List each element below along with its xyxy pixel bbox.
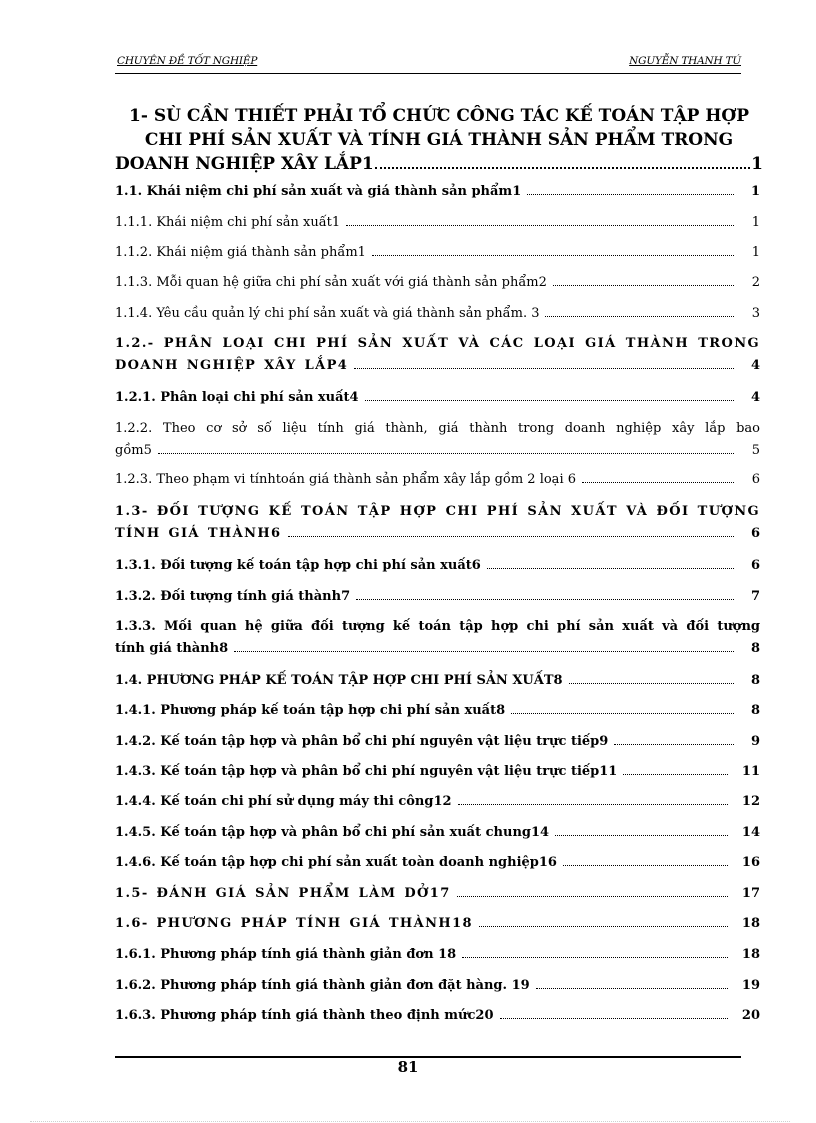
toc-entry[interactable] <box>115 272 760 294</box>
toc-title-line-1: 1- SÙ CẦN THIẾT PHẢI TỔ CHỨC CÔNG TÁC KẾ TOÁN TẬP HỢP <box>129 106 749 126</box>
toc-entry-label: 1.2.3. Theo phạm vi tínhtoán giá thành sản phẩm xây lắp gồm 2 loại 6 <box>115 472 576 487</box>
toc-leader <box>458 804 728 805</box>
toc-leader <box>545 316 734 317</box>
toc-entry-label: 1.6- PHƯƠNG PHÁP TÍNH GIÁ THÀNH18 <box>115 916 473 931</box>
toc-entry-page: 7 <box>750 589 760 604</box>
toc-entry-page: 18 <box>741 916 760 931</box>
toc-leader <box>614 744 734 745</box>
toc-entry-page: 16 <box>741 855 760 870</box>
toc-entry-page: 9 <box>750 734 760 749</box>
page-number: 81 <box>397 1058 419 1076</box>
toc-entry-page: 2 <box>751 275 760 290</box>
toc-entry-label-line-1: 1.3.3. Mối quan hệ giữa đối tượng kế toán tập hợp chi phí sản xuất và đối tượng <box>115 619 760 634</box>
toc-entry-page: 1 <box>751 215 760 230</box>
toc-entry-page: 19 <box>741 978 760 993</box>
toc-leader <box>346 225 734 226</box>
toc-entry-page: 1 <box>751 245 760 260</box>
toc-entry[interactable] <box>115 418 760 462</box>
toc-title-page: 1 <box>751 154 763 174</box>
toc-entry-label-line-2: gồm5 <box>115 443 152 458</box>
toc-leader <box>500 1018 729 1019</box>
toc-entry-label: 1.4.1. Phương pháp kế toán tập hợp chi phí sản xuất8 <box>115 703 506 718</box>
toc-entry[interactable] <box>115 975 760 997</box>
toc-entry[interactable] <box>115 333 760 377</box>
toc-leader <box>563 865 728 866</box>
toc-leader <box>365 400 734 401</box>
header-right-text: NGUYỄN THANH TÚ <box>629 55 741 67</box>
toc-entry-label: 1.4.3. Kế toán tập hợp và phân bổ chi phí nguyên vật liệu trực tiếp11 <box>115 764 618 779</box>
toc-entry-page: 6 <box>751 472 760 487</box>
toc-entry-page: 8 <box>750 673 760 688</box>
header-rule <box>115 73 741 74</box>
toc-leader <box>356 599 734 600</box>
toc-entry-label-line-1: 1.2.- PHÂN LOẠI CHI PHÍ SẢN XUẤT VÀ CÁC LOẠI GIÁ THÀNH TRONG <box>115 336 760 351</box>
toc-entry-label: 1.1.3. Mỗi quan hệ giữa chi phí sản xuất với giá thành sản phẩm2 <box>115 275 547 290</box>
toc-entry-page: 11 <box>741 764 760 779</box>
toc-entry[interactable] <box>115 913 760 935</box>
toc-leader <box>569 683 734 684</box>
toc-entry[interactable] <box>115 852 760 874</box>
toc-entry-label-line-2: DOANH NGHIỆP XÂY LẮP4 <box>115 358 349 373</box>
toc-entry-label: 1.3.2. Đối tượng tính giá thành7 <box>115 589 351 604</box>
toc-entry[interactable] <box>115 616 760 660</box>
toc-entry-page: 20 <box>741 1008 760 1023</box>
toc-entry-label: 1.1.1. Khái niệm chi phí sản xuất1 <box>115 215 341 230</box>
toc-leader <box>479 926 728 927</box>
toc-entry[interactable] <box>115 303 760 325</box>
toc-entry-label-line-2: TÍNH GIÁ THÀNH6 <box>115 526 282 541</box>
toc-entry[interactable] <box>115 791 760 813</box>
toc-entry-label: 1.1. Khái niệm chi phí sản xuất và giá thành sản phẩm1 <box>115 184 522 199</box>
toc-entry[interactable] <box>115 761 760 783</box>
toc-entry[interactable] <box>115 501 760 545</box>
toc-entry[interactable] <box>115 731 760 753</box>
toc-entry-label: 1.1.4. Yêu cầu quản lý chi phí sản xuất và giá thành sản phẩm. 3 <box>115 306 540 321</box>
toc-entry-label: 1.6.1. Phương pháp tính giá thành giản đơn 18 <box>115 947 457 962</box>
toc-entry[interactable] <box>115 469 760 491</box>
toc-entry-page: 12 <box>741 794 760 809</box>
toc-entry-label-line-2: tính giá thành8 <box>115 641 229 656</box>
toc-leader <box>487 568 734 569</box>
page-header <box>115 55 741 75</box>
toc-entry[interactable] <box>115 883 760 905</box>
toc-leader <box>457 896 728 897</box>
toc-entry-label: 1.5- ĐÁNH GIÁ SẢN PHẨM LÀM DỞ17 <box>115 886 451 901</box>
toc-entry[interactable] <box>115 700 760 722</box>
toc-entry[interactable] <box>115 555 760 577</box>
toc-entry-page: 14 <box>741 825 760 840</box>
toc-entry-label: 1.4.5. Kế toán tập hợp và phân bổ chi phí sản xuất chung14 <box>115 825 550 840</box>
toc-entry-page: 8 <box>750 703 760 718</box>
toc-title-line-2: CHI PHÍ SẢN XUẤT VÀ TÍNH GIÁ THÀNH SẢN PHẨM TRONG <box>144 130 734 150</box>
toc-entry[interactable] <box>115 387 760 409</box>
toc-entry-label: 1.4.2. Kế toán tập hợp và phân bổ chi phí nguyên vật liệu trực tiếp9 <box>115 734 609 749</box>
toc-leader <box>354 368 734 369</box>
toc-entry-page: 8 <box>750 641 760 656</box>
toc-leader <box>582 482 734 483</box>
toc-leader <box>555 835 728 836</box>
toc-entry-page: 3 <box>751 306 760 321</box>
toc-entry-page: 17 <box>741 886 760 901</box>
toc-entry-label-line-1: 1.2.2. Theo cơ sở số liệu tính giá thành, giá thành trong doanh nghiệp xây lắp bao <box>115 421 760 436</box>
toc-entry[interactable] <box>115 670 760 692</box>
toc-leader <box>553 285 734 286</box>
toc-entry-label: 1.4.4. Kế toán chi phí sử dụng máy thi công12 <box>115 794 452 809</box>
toc-entry[interactable] <box>115 181 760 203</box>
toc-entry-label: 1.1.2. Khái niệm giá thành sản phẩm1 <box>115 245 366 260</box>
toc-leader <box>372 255 734 256</box>
toc-entry-page: 5 <box>751 443 760 458</box>
toc-entry-label-line-1: 1.3- ĐỐI TƯỢNG KẾ TOÁN TẬP HỢP CHI PHÍ SẢN XUẤT VÀ ĐỐI TƯỢNG <box>115 504 760 519</box>
toc-entry-page: 18 <box>741 947 760 962</box>
header-left-text: CHUYÊN ĐỀ TỐT NGHIỆP <box>117 55 258 67</box>
toc-entry-label: 1.4.6. Kế toán tập hợp chi phí sản xuất toàn doanh nghiệp16 <box>115 855 557 870</box>
toc-entry-page: 4 <box>750 390 760 405</box>
toc-entry-page: 6 <box>750 526 760 541</box>
toc-entry[interactable] <box>115 242 760 264</box>
toc-entry-label: 1.2.1. Phân loại chi phí sản xuất4 <box>115 390 359 405</box>
toc-leader <box>536 988 728 989</box>
toc-leader <box>375 167 750 169</box>
toc-entry-page: 1 <box>750 184 760 199</box>
toc-entry-label: 1.3.1. Đối tượng kế toán tập hợp chi phí sản xuất6 <box>115 558 481 573</box>
toc-entry-label: 1.6.3. Phương pháp tính giá thành theo định mức20 <box>115 1008 494 1023</box>
toc-leader <box>527 194 734 195</box>
toc-leader <box>511 713 734 714</box>
toc-entry[interactable] <box>115 1005 760 1027</box>
toc-title-line-3: DOANH NGHIỆP XÂY LẮP1 <box>115 154 374 174</box>
toc-entry-page: 6 <box>750 558 760 573</box>
page-bottom-edge <box>30 1121 790 1122</box>
toc-title[interactable] <box>115 104 763 176</box>
toc-entry[interactable] <box>115 944 760 966</box>
toc-entry[interactable] <box>115 212 760 234</box>
toc-entry-page: 4 <box>750 358 760 373</box>
toc-leader <box>623 774 728 775</box>
toc-entry-label: 1.4. PHƯƠNG PHÁP KẾ TOÁN TẬP HỢP CHI PHÍ SẢN XUẤT8 <box>115 673 563 688</box>
toc-leader <box>288 536 735 537</box>
toc-entry-label: 1.6.2. Phương pháp tính giá thành giản đơn đặt hàng. 19 <box>115 978 530 993</box>
toc-leader <box>462 957 728 958</box>
toc-leader <box>234 651 734 652</box>
toc-entry[interactable] <box>115 586 760 608</box>
toc-entry[interactable] <box>115 822 760 844</box>
toc-leader <box>158 453 734 454</box>
